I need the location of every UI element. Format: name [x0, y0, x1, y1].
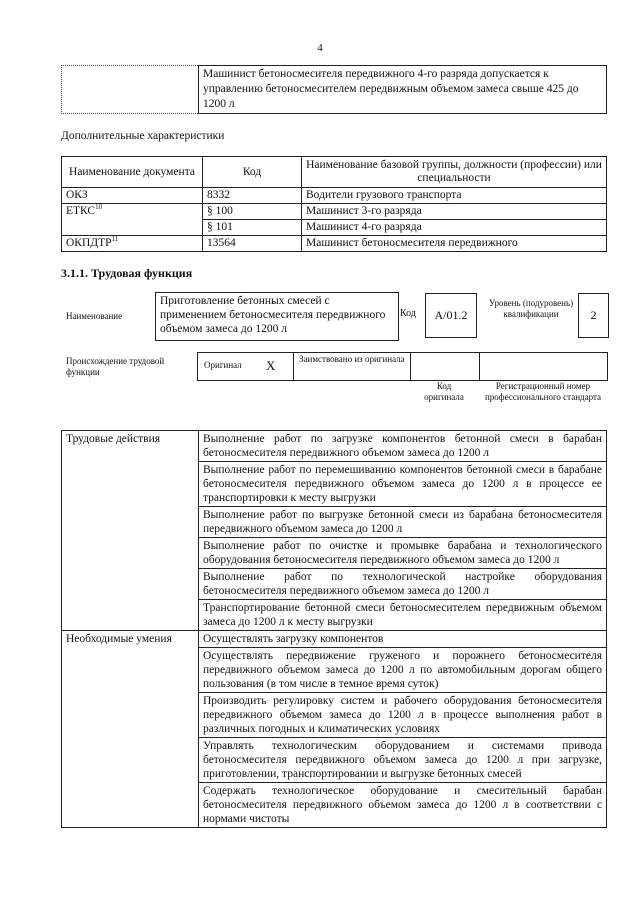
footnote-ref: 10 — [95, 203, 103, 212]
additional-table — [61, 156, 607, 252]
borrowed-label: Заимствовано из оригинала — [299, 354, 405, 364]
code-cell: 13564 — [203, 236, 302, 252]
list-item: Осуществлять передвижение груженого и порожнего бетоносмесителя передвижного объемом замеса до 1200 л по автомобильным дорогам общего пользования (в том числе в темное время суток) — [199, 648, 607, 693]
divider — [410, 353, 411, 380]
list-item: Выполнение работ по загрузке компонентов бетонной смеси в барабан бетоносмесителя передвижного объемом замеса до 1200 л — [199, 431, 607, 462]
table-row — [62, 783, 607, 828]
list-item: Транспортирование бетонной смеси бетоносмесителем передвижным объемом замеса до 1200 л к месту выгрузки — [199, 600, 607, 631]
origin-row — [197, 352, 608, 381]
top-box-text: Машинист бетоносмесителя передвижного 4-го разряда допускается к управлению бетоносмесителем передвижным объемом замеса свыше 425 до 1200 л — [199, 66, 607, 114]
original-mark: Х — [266, 358, 276, 373]
divider — [479, 353, 480, 380]
original-label: Оригинал — [204, 360, 242, 370]
top-box-table — [61, 65, 607, 114]
list-item: Выполнение работ по технологической настройке оборудования бетоносмесителя передвижного объемом замеса до 1200 л — [199, 569, 607, 600]
name-cell: Машинист бетоносмесителя передвижного — [302, 236, 607, 252]
table-row — [62, 738, 607, 783]
name-cell: Машинист 3-го разряда — [302, 204, 607, 220]
reg-number-label: Регистрационный номер профессионального стандарта — [484, 381, 602, 402]
section-label: Необходимые умения — [62, 631, 199, 648]
table-row — [62, 431, 607, 462]
table-row — [62, 507, 607, 538]
function-title: 3.1.1. Трудовая функция — [61, 266, 193, 280]
level-box: 2 — [578, 293, 609, 338]
list-item: Выполнение работ по перемешиванию компонентов бетонной смеси в барабане бетоносмесителя передвижного объемом замеса до 1200 л в процессе ее транспортировки к месту выгрузки — [199, 462, 607, 507]
code-cell: § 100 — [203, 204, 302, 220]
list-item: Производить регулировку систем и рабочего оборудования бетоносмесителя передвижного объемом замеса до 1200 л в процессе выполнения работ в различных погодных и климатических условиях — [199, 693, 607, 738]
function-details-table — [61, 430, 607, 828]
list-item: Управлять технологическим оборудованием и системами привода бетоносмесителя передвижного объемом замеса до 1200 л при загрузке, приготовлении, транспортировании и выгрузке бетонных смесей — [199, 738, 607, 783]
top-box-empty-cell — [62, 66, 199, 114]
level-label: Уровень (подуровень) квалификации — [488, 298, 574, 319]
table-row — [62, 631, 607, 648]
header-document: Наименование документа — [62, 157, 203, 188]
origin-label: Происхождение трудовой функции — [66, 356, 165, 377]
doc-cell: ОКЗ — [62, 188, 203, 204]
table-row — [62, 648, 607, 693]
header-name: Наименование базовой группы, должности (профессии) или специальности — [302, 157, 607, 188]
code-cell: § 101 — [203, 220, 302, 236]
code-cell: 8332 — [203, 188, 302, 204]
header-code: Код — [203, 157, 302, 188]
table-row — [62, 188, 607, 204]
page-number: 4 — [317, 42, 323, 54]
footnote-ref: 11 — [111, 235, 119, 244]
list-item: Выполнение работ по очистке и промывке барабана и технологического оборудования бетоносмесителя передвижного объемом замеса до 1200 л — [199, 538, 607, 569]
table-row — [62, 600, 607, 631]
name-cell: Машинист 4-го разряда — [302, 220, 607, 236]
code-label: Код — [400, 308, 416, 319]
doc-cell: ЕТКС$^{10}$ — [62, 204, 203, 236]
function-name-box: Приготовление бетонных смесей с применением бетоносмесителя передвижного объемом замеса до 1200 л — [155, 292, 399, 341]
divider — [293, 353, 294, 380]
list-item: Содержать технологическое оборудование и смесительный барабан бетоносмесителя передвижного объемом замеса до 1200 л в соответствии с нормами чистоты — [199, 783, 607, 828]
name-label: Наименование — [66, 311, 123, 321]
table-row — [62, 462, 607, 507]
table-row — [62, 236, 607, 252]
table-row — [62, 569, 607, 600]
section-label: Трудовые действия — [62, 431, 199, 462]
table-row — [62, 204, 607, 220]
additional-title: Дополнительные характеристики — [61, 130, 225, 142]
list-item: Осуществлять загрузку компонентов — [199, 631, 607, 648]
table-row — [62, 538, 607, 569]
list-item: Выполнение работ по выгрузке бетонной смеси из барабана бетоносмесителя передвижного объемом замеса до 1200 л — [199, 507, 607, 538]
function-code-box: А/01.2 — [425, 293, 477, 338]
doc-cell: ОКПДТР$^{11}$ — [62, 236, 203, 252]
name-cell: Водители грузового транспорта — [302, 188, 607, 204]
code-original-label: Код оригинала — [424, 381, 464, 402]
table-row — [62, 693, 607, 738]
